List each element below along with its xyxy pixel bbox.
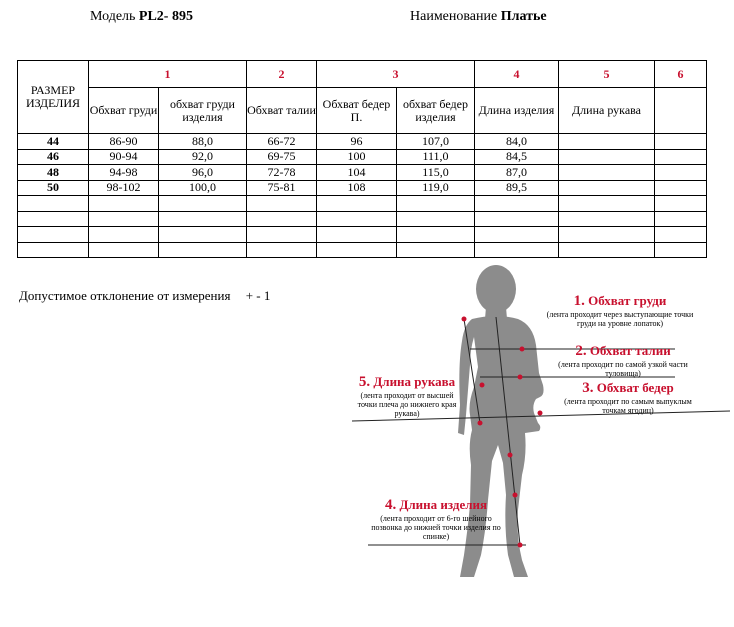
annotation-desc: (лента проходит через выступающие точки груди на уровне лопаток) (546, 310, 694, 328)
table-row (18, 211, 707, 227)
table-cell: 100,0 (159, 180, 247, 196)
tolerance-label: Допустимое отклонение от измерения (19, 288, 231, 303)
model-value: PL2- 895 (138, 9, 193, 24)
table-cell: 66-72 (247, 134, 317, 150)
name-label: Наименование (410, 9, 498, 24)
table-row (18, 227, 707, 243)
table-cell: 87,0 (475, 165, 559, 181)
table-cell (89, 227, 159, 243)
measure-point (513, 493, 518, 498)
table-row (18, 180, 707, 196)
table-cell: 84,5 (475, 149, 559, 165)
table-row (18, 165, 707, 181)
table-cell: 96,0 (159, 165, 247, 181)
table-cell (89, 211, 159, 227)
annotation-title: 1. Обхват груди (573, 293, 667, 309)
size-cell (18, 211, 89, 227)
table-cell (559, 165, 655, 181)
size-cell: 50 (18, 180, 89, 196)
col-length: Длина изделия (475, 88, 559, 134)
table-cell: 84,0 (475, 134, 559, 150)
size-cell: 46 (18, 149, 89, 165)
measure-point (520, 347, 525, 352)
size-header: РАЗМЕР ИЗДЕЛИЯ (18, 61, 89, 134)
table-cell: 115,0 (397, 165, 475, 181)
table-cell: 98-102 (89, 180, 159, 196)
table-cell (247, 211, 317, 227)
annotation-title: 5. Длина рукава (358, 374, 456, 390)
annotation-desc: (лента проходит от высшей точки плеча до нижнего края рукава) (357, 391, 457, 418)
col-chest: Обхват груди (89, 88, 159, 134)
col-sleeve: Длина рукава (559, 88, 655, 134)
table-cell (317, 227, 397, 243)
table-cell (89, 196, 159, 212)
table-cell (655, 180, 707, 196)
size-cell: 44 (18, 134, 89, 150)
annotation (352, 374, 462, 418)
table-cell: 108 (317, 180, 397, 196)
measure-point (480, 383, 485, 388)
group-1: 1 (89, 61, 247, 88)
measure-point (508, 453, 513, 458)
group-4: 4 (475, 61, 559, 88)
table-cell: 94-98 (89, 165, 159, 181)
table-cell (397, 196, 475, 212)
table-cell: 90-94 (89, 149, 159, 165)
table-cell (559, 134, 655, 150)
table-cell (559, 149, 655, 165)
table-cell (655, 149, 707, 165)
table-row (18, 196, 707, 212)
table-cell (559, 180, 655, 196)
table-cell (397, 211, 475, 227)
annotation-desc: (лента проходит по самым выпуклым точкам ягодиц) (564, 397, 692, 415)
tolerance-note (19, 288, 270, 304)
table-cell: 104 (317, 165, 397, 181)
table-cell (159, 227, 247, 243)
group-5: 5 (559, 61, 655, 88)
measure-point (538, 411, 543, 416)
table-cell (317, 211, 397, 227)
col-chest-garment: обхват груди изделия (159, 88, 247, 134)
table-row (18, 149, 707, 165)
table-cell (317, 196, 397, 212)
table-cell: 119,0 (397, 180, 475, 196)
table-cell: 88,0 (159, 134, 247, 150)
annotation (553, 343, 693, 378)
annotation (366, 497, 506, 541)
table-cell: 92,0 (159, 149, 247, 165)
annotation (545, 293, 695, 328)
table-cell (559, 227, 655, 243)
table-cell (475, 227, 559, 243)
group-3: 3 (317, 61, 475, 88)
size-cell (18, 242, 89, 258)
table-cell (159, 242, 247, 258)
measure-point (478, 421, 483, 426)
col-hips: Обхват бедер П. (317, 88, 397, 134)
table-cell: 75-81 (247, 180, 317, 196)
table-cell: 107,0 (397, 134, 475, 150)
table-cell (397, 227, 475, 243)
col-extra (655, 88, 707, 134)
size-cell (18, 227, 89, 243)
table-cell: 86-90 (89, 134, 159, 150)
measure-point (518, 375, 523, 380)
tolerance-value: + - 1 (245, 288, 271, 303)
size-cell (18, 196, 89, 212)
group-6: 6 (655, 61, 707, 88)
table-cell (89, 242, 159, 258)
group-2: 2 (247, 61, 317, 88)
annotation-title: 4. Длина изделия (384, 497, 488, 513)
table-cell (559, 211, 655, 227)
table-cell: 69-75 (247, 149, 317, 165)
table-cell (247, 227, 317, 243)
table-cell (475, 196, 559, 212)
col-waist: Обхват талии (247, 88, 317, 134)
annotation-title: 2. Обхват талии (575, 343, 671, 359)
table-row (18, 134, 707, 150)
table-cell: 89,5 (475, 180, 559, 196)
table-cell (247, 242, 317, 258)
model-header (90, 9, 193, 25)
table-cell (655, 211, 707, 227)
table-cell (655, 134, 707, 150)
table-cell (159, 196, 247, 212)
size-cell: 48 (18, 165, 89, 181)
measure-point (462, 317, 467, 322)
annotation-desc: (лента проходит от 6-го шейного позвонка до нижней точки изделия по спинке) (371, 514, 501, 541)
table-cell (655, 165, 707, 181)
table-cell (159, 211, 247, 227)
size-table (17, 60, 707, 258)
annotation-title: 3. Обхват бедер (582, 380, 674, 396)
model-label: Модель (90, 9, 136, 24)
annotation (553, 380, 703, 415)
table-cell (247, 196, 317, 212)
table-cell: 100 (317, 149, 397, 165)
table-cell: 111,0 (397, 149, 475, 165)
annotation-desc: (лента проходит по самой узкой части туловища) (558, 360, 688, 378)
table-cell (559, 196, 655, 212)
table-cell: 72-78 (247, 165, 317, 181)
name-header (410, 9, 547, 25)
measure-point (518, 543, 523, 548)
table-cell: 96 (317, 134, 397, 150)
name-value: Платье (500, 9, 547, 24)
table-cell (655, 196, 707, 212)
table-cell (475, 211, 559, 227)
col-hips-garment: обхват бедер изделия (397, 88, 475, 134)
table-cell (655, 227, 707, 243)
